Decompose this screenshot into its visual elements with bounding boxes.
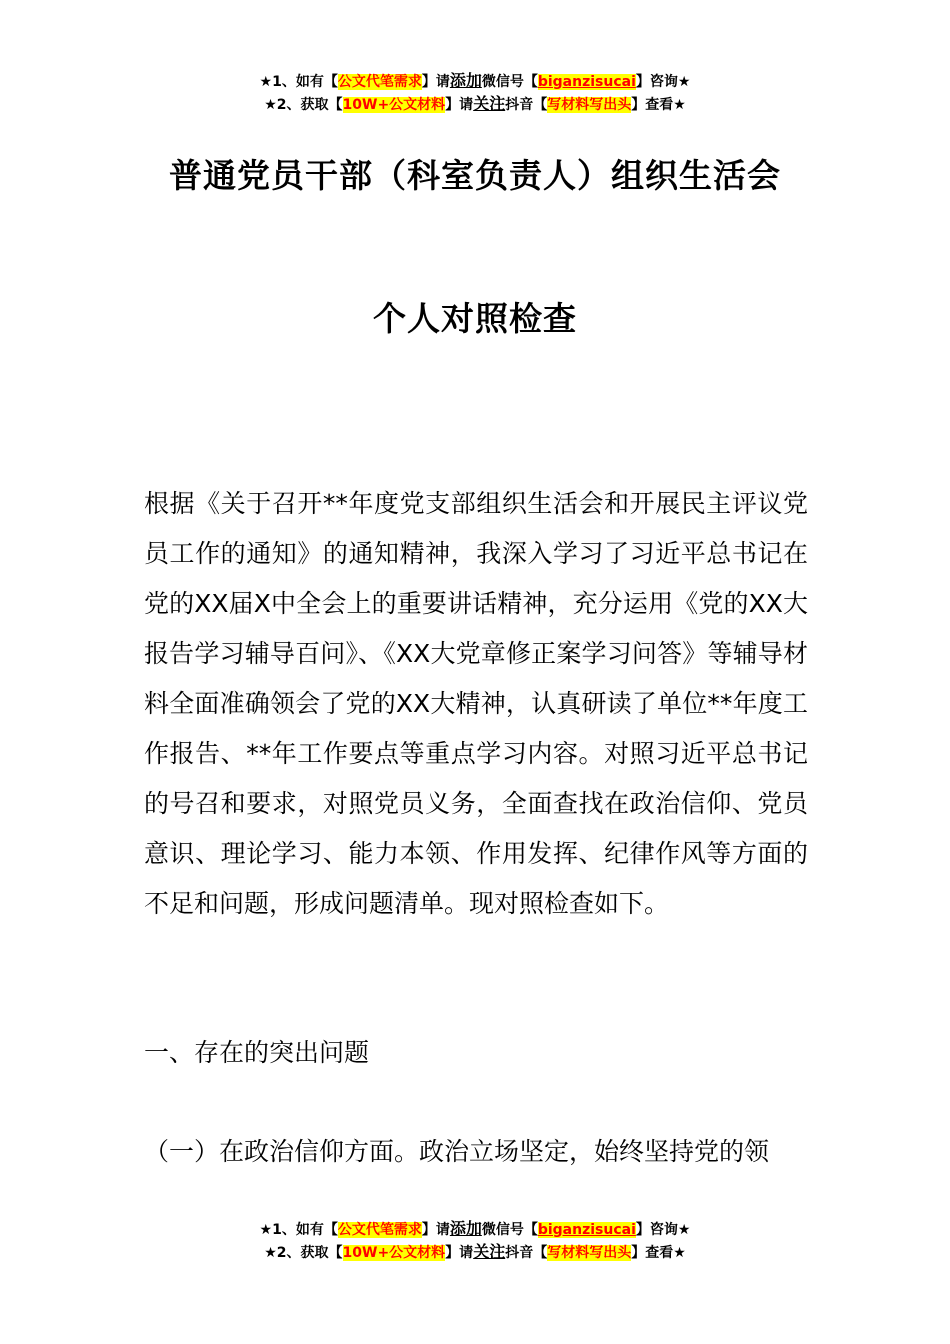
materials-highlight: 10W+公文材料 xyxy=(342,97,446,113)
header-banner xyxy=(0,70,950,116)
subsection-start: （一）在政治信仰方面。政治立场坚定，始终坚持党的领 xyxy=(144,1137,770,1166)
ghostwriting-service-highlight: 公文代笔需求 xyxy=(337,1222,422,1238)
section-heading: 一、存在的突出问题 xyxy=(144,1038,370,1067)
materials-highlight: 10W+公文材料 xyxy=(342,1245,446,1261)
wechat-id-link[interactable]: biganzisucai xyxy=(537,74,636,90)
header-banner-line-1: ★1、如有【公文代笔需求】请添加微信号【biganzisucai】咨询★ xyxy=(259,71,691,90)
footer-banner xyxy=(0,1218,950,1264)
wechat-id-link[interactable]: biganzisucai xyxy=(537,1222,636,1238)
intro-paragraph: 根据《关于召开**年度党支部组织生活会和开展民主评议党员工作的通知》的通知精神，我深入学习了习近平总书记在党的XX届X中全会上的重要讲话精神，充分运用《党的XX大报告学习辅导百问》、《XX大党章修正案学习问答》等辅导材料全面准确领会了党的XX大精神，认真研读了单位**年度工作报告、**年工作要点等重点学习内容。对照习近平总书记的号召和要求，对照党员义务，全面查找在政治信仰、党员意识、理论学习、能力本领、作用发挥、纪律作风等方面的不足和问题，形成问题清单。现对照检查如下。 xyxy=(144,489,808,918)
footer-banner-line-2: ★2、获取【10W+公文材料】请关注抖音【写材料写出头】查看★ xyxy=(264,1242,686,1261)
header-banner-line-2: ★2、获取【10W+公文材料】请关注抖音【写材料写出头】查看★ xyxy=(264,94,686,113)
douyin-account-highlight: 写材料写出头 xyxy=(547,97,632,113)
document-title-line-1: 普通党员干部（科室负责人）组织生活会 xyxy=(169,156,781,195)
footer-banner-line-1: ★1、如有【公文代笔需求】请添加微信号【biganzisucai】咨询★ xyxy=(259,1219,691,1238)
ghostwriting-service-highlight: 公文代笔需求 xyxy=(337,74,422,90)
douyin-account-highlight: 写材料写出头 xyxy=(547,1245,632,1261)
document-title-line-2: 个人对照检查 xyxy=(373,299,577,338)
